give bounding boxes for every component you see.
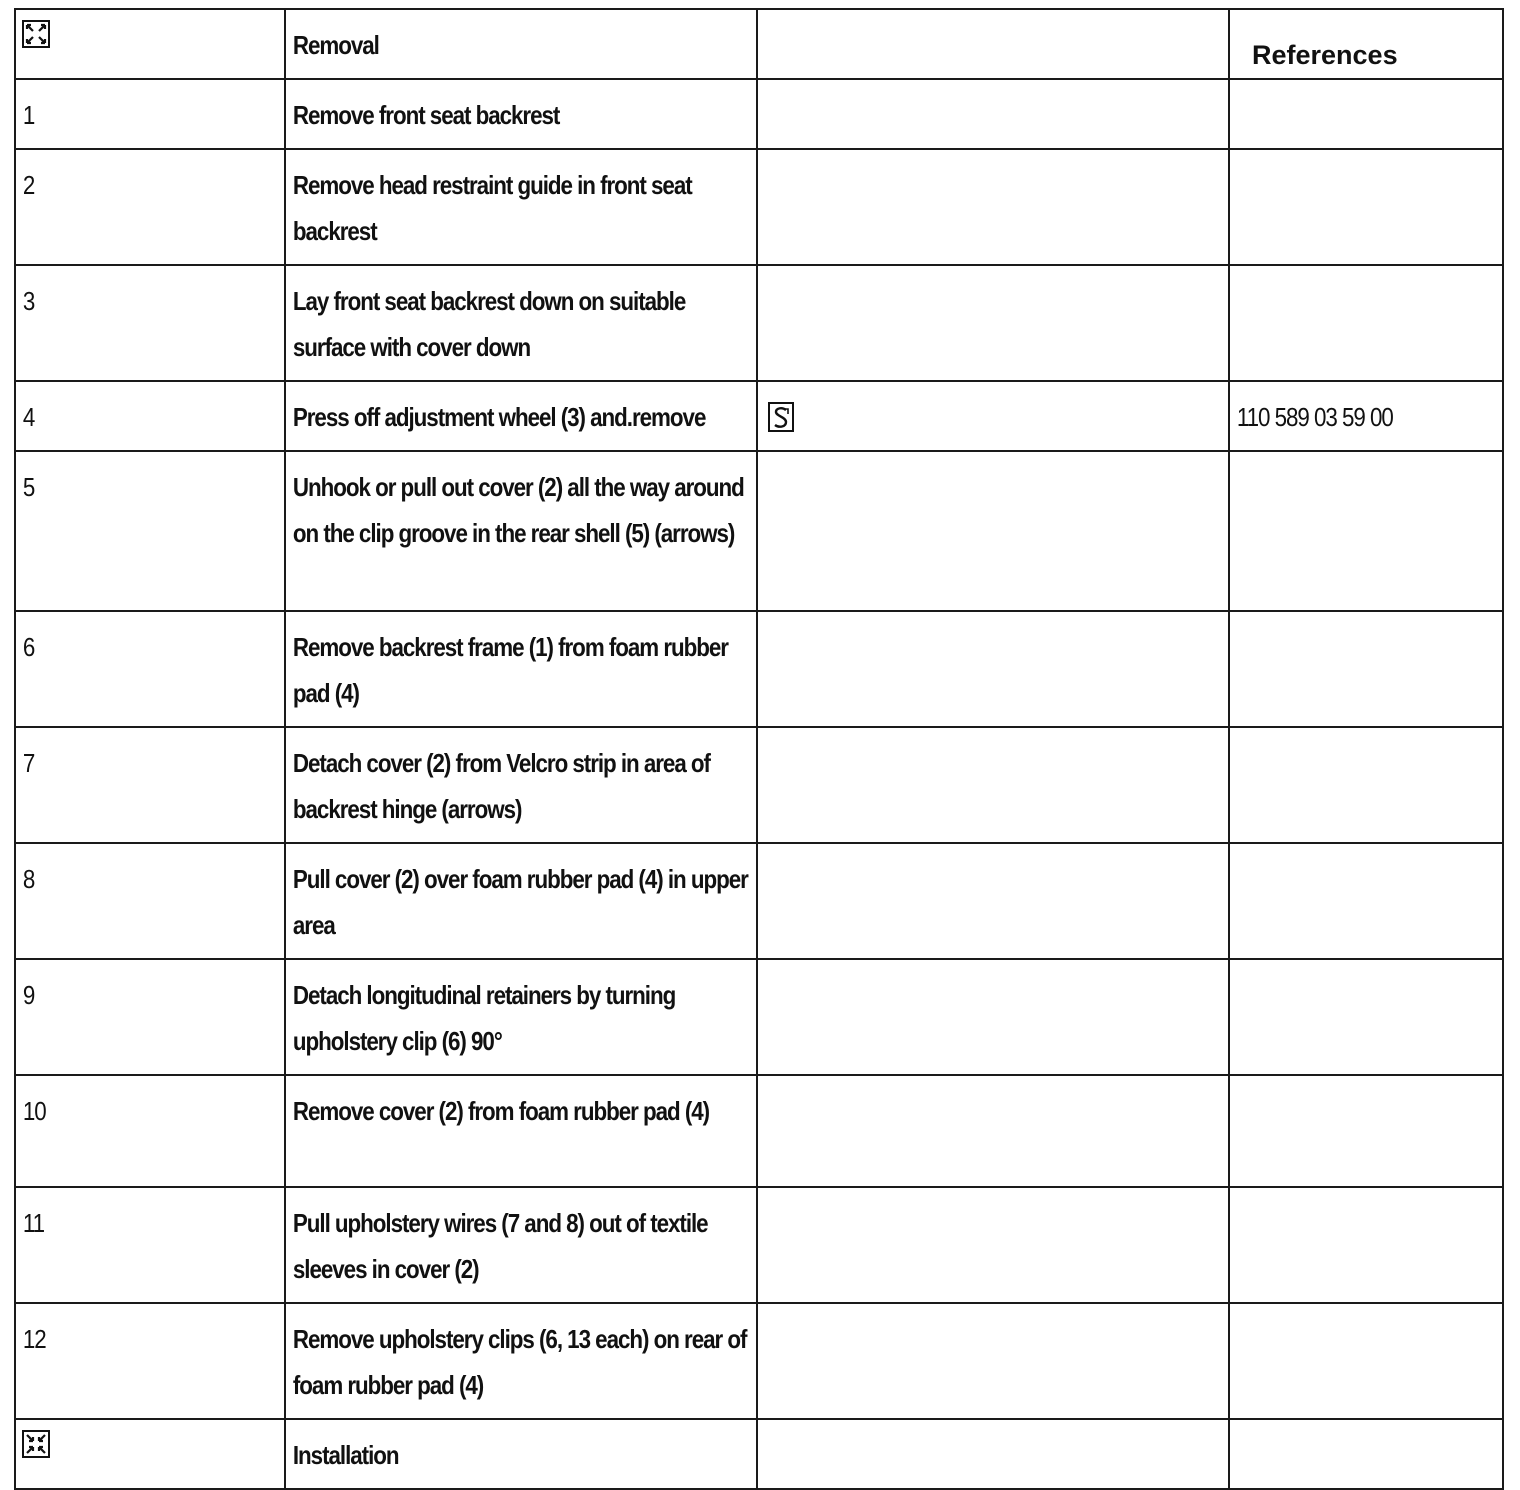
step-tool-cell bbox=[757, 611, 1229, 727]
step-instruction: Detach cover (2) from Velcro strip in area of backrest hinge (arrows) bbox=[292, 748, 710, 824]
step-number-cell bbox=[15, 959, 285, 1075]
step-instruction-cell bbox=[285, 149, 757, 265]
step-number-cell bbox=[15, 79, 285, 149]
step-reference-cell bbox=[1229, 843, 1503, 959]
step-reference bbox=[1230, 1188, 1512, 1210]
header-title: Removal bbox=[292, 30, 379, 60]
removal-procedure-icon bbox=[22, 20, 50, 48]
header-references-cell bbox=[1229, 9, 1503, 79]
step-reference-cell bbox=[1229, 611, 1503, 727]
step-instruction: Unhook or pull out cover (2) all the way around on the clip groove in the rear shell (5) (arrows) bbox=[292, 472, 744, 548]
step-instruction-cell bbox=[285, 1303, 757, 1419]
step-reference-cell bbox=[1229, 79, 1503, 149]
special-tool-icon bbox=[768, 402, 794, 432]
header-icon-cell bbox=[15, 9, 285, 79]
table-row bbox=[15, 611, 1503, 727]
footer-title-cell bbox=[285, 1419, 757, 1489]
step-number-cell bbox=[15, 1303, 285, 1419]
step-tool-cell bbox=[757, 79, 1229, 149]
step-reference bbox=[1230, 612, 1512, 634]
step-tool-cell bbox=[757, 1187, 1229, 1303]
step-reference bbox=[1230, 80, 1512, 102]
step-number: 12 bbox=[22, 1324, 46, 1354]
table-row bbox=[15, 381, 1503, 451]
table-row bbox=[15, 1075, 1503, 1187]
table-row bbox=[15, 79, 1503, 149]
step-number-cell bbox=[15, 451, 285, 611]
step-instruction: Press off adjustment wheel (3) and.remove bbox=[292, 402, 706, 432]
step-reference bbox=[1230, 452, 1512, 474]
footer-row bbox=[15, 1419, 1503, 1489]
step-tool-cell bbox=[757, 451, 1229, 611]
step-instruction: Remove backrest frame (1) from foam rubber pad (4) bbox=[292, 632, 728, 708]
step-reference bbox=[1230, 150, 1512, 172]
step-number-cell bbox=[15, 727, 285, 843]
step-reference-cell bbox=[1229, 451, 1503, 611]
step-tool-cell bbox=[757, 149, 1229, 265]
step-number: 11 bbox=[22, 1208, 45, 1238]
step-tool-cell bbox=[757, 381, 1229, 451]
table-row bbox=[15, 959, 1503, 1075]
step-instruction: Remove upholstery clips (6, 13 each) on rear of foam rubber pad (4) bbox=[292, 1324, 747, 1400]
table-row bbox=[15, 149, 1503, 265]
step-instruction: Lay front seat backrest down on suitable surface with cover down bbox=[292, 286, 686, 362]
step-instruction: Remove front seat backrest bbox=[292, 100, 560, 130]
step-number-cell bbox=[15, 1187, 285, 1303]
step-reference-cell bbox=[1229, 1075, 1503, 1187]
step-tool-cell bbox=[757, 843, 1229, 959]
step-number-cell bbox=[15, 265, 285, 381]
step-number-cell bbox=[15, 843, 285, 959]
step-instruction: Remove head restraint guide in front seat backrest bbox=[292, 170, 692, 246]
step-tool-cell bbox=[757, 959, 1229, 1075]
step-reference-cell bbox=[1229, 1303, 1503, 1419]
step-number: 9 bbox=[22, 980, 35, 1010]
header-tool-cell bbox=[757, 9, 1229, 79]
step-instruction-cell bbox=[285, 79, 757, 149]
step-reference bbox=[1230, 728, 1512, 750]
step-number-cell bbox=[15, 149, 285, 265]
step-reference bbox=[1230, 960, 1512, 982]
header-title-cell bbox=[285, 9, 757, 79]
step-instruction-cell bbox=[285, 611, 757, 727]
step-number: 5 bbox=[22, 472, 35, 502]
procedure-table bbox=[14, 8, 1504, 1490]
footer-icon-cell bbox=[15, 1419, 285, 1489]
step-reference-cell bbox=[1229, 149, 1503, 265]
step-instruction: Pull upholstery wires (7 and 8) out of textile sleeves in cover (2) bbox=[292, 1208, 708, 1284]
step-reference-cell bbox=[1229, 959, 1503, 1075]
table-row bbox=[15, 451, 1503, 611]
step-number: 8 bbox=[22, 864, 35, 894]
step-instruction: Pull cover (2) over foam rubber pad (4) in upper area bbox=[292, 864, 748, 940]
step-tool-cell bbox=[757, 265, 1229, 381]
step-number: 6 bbox=[22, 632, 35, 662]
step-reference bbox=[1230, 266, 1512, 288]
step-number: 10 bbox=[22, 1096, 46, 1126]
references-label: References bbox=[1252, 40, 1398, 70]
step-number-cell bbox=[15, 381, 285, 451]
step-instruction-cell bbox=[285, 265, 757, 381]
step-instruction-cell bbox=[285, 727, 757, 843]
step-reference: 110 589 03 59 00 bbox=[1236, 402, 1393, 432]
step-number: 4 bbox=[22, 402, 35, 432]
step-tool-cell bbox=[757, 1075, 1229, 1187]
step-tool-cell bbox=[757, 1303, 1229, 1419]
step-number: 2 bbox=[22, 170, 35, 200]
table-row bbox=[15, 265, 1503, 381]
table-row bbox=[15, 727, 1503, 843]
step-reference-cell bbox=[1229, 727, 1503, 843]
step-number-cell bbox=[15, 611, 285, 727]
step-reference-cell bbox=[1229, 1187, 1503, 1303]
step-tool-cell bbox=[757, 727, 1229, 843]
step-number-cell bbox=[15, 1075, 285, 1187]
footer-reference-cell bbox=[1229, 1419, 1503, 1489]
step-instruction-cell bbox=[285, 959, 757, 1075]
step-instruction: Detach longitudinal retainers by turning upholstery clip (6) 90° bbox=[292, 980, 676, 1056]
table-row bbox=[15, 1187, 1503, 1303]
step-instruction-cell bbox=[285, 843, 757, 959]
step-reference bbox=[1230, 1304, 1512, 1326]
step-instruction-cell bbox=[285, 451, 757, 611]
step-instruction: Remove cover (2) from foam rubber pad (4) bbox=[292, 1096, 710, 1126]
step-number: 1 bbox=[22, 100, 35, 130]
table-row bbox=[15, 843, 1503, 959]
table-row bbox=[15, 1303, 1503, 1419]
step-number: 3 bbox=[22, 286, 35, 316]
step-reference bbox=[1230, 1076, 1512, 1098]
step-instruction-cell bbox=[285, 1187, 757, 1303]
procedure-sheet bbox=[14, 8, 1502, 1490]
step-instruction-cell bbox=[285, 381, 757, 451]
header-row bbox=[15, 9, 1503, 79]
step-number: 7 bbox=[22, 748, 35, 778]
step-reference bbox=[1230, 844, 1512, 866]
step-reference-cell bbox=[1229, 265, 1503, 381]
footer-tool-cell bbox=[757, 1419, 1229, 1489]
step-instruction-cell bbox=[285, 1075, 757, 1187]
step-reference-cell bbox=[1229, 381, 1503, 451]
installation-title: Installation bbox=[292, 1440, 399, 1470]
installation-procedure-icon bbox=[22, 1430, 50, 1458]
